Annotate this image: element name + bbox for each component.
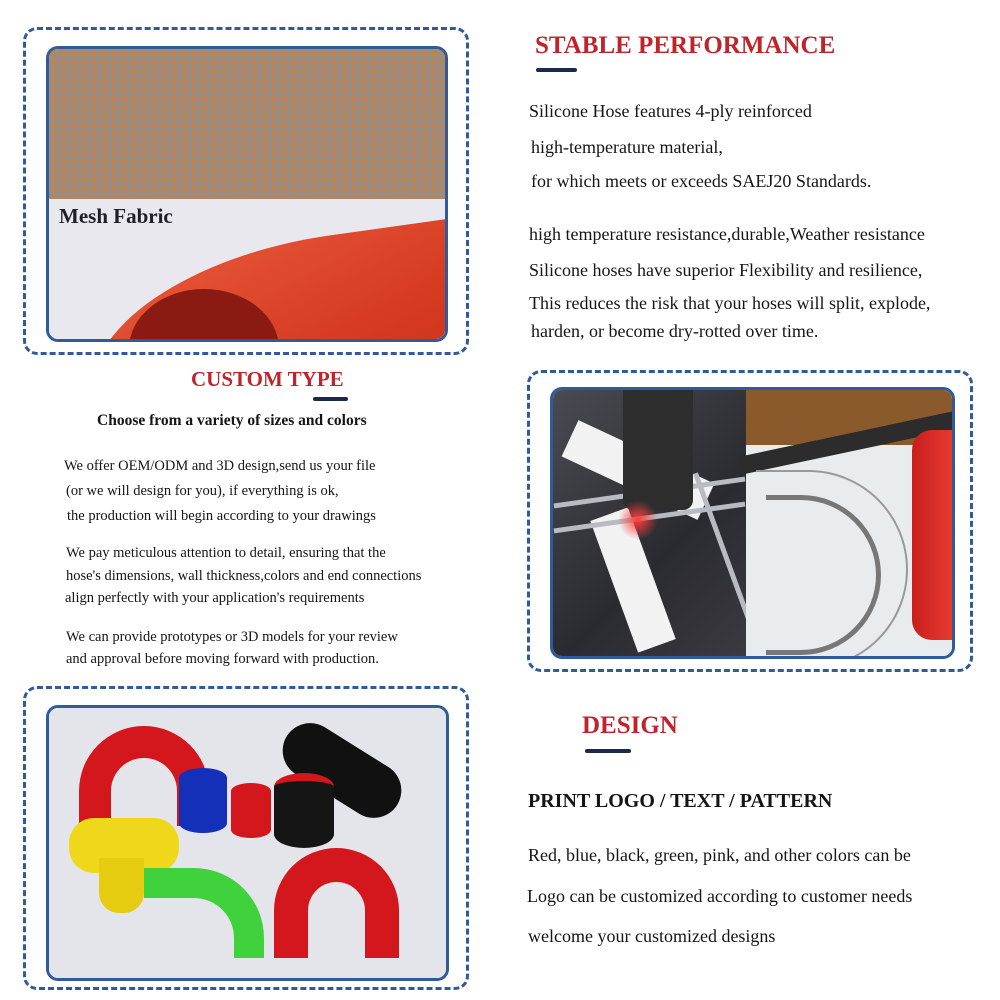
red-coupler-hose [231, 783, 271, 838]
stable-line-3: for which meets or exceeds SAEJ20 Standards. [531, 171, 872, 191]
mesh-texture [49, 49, 445, 199]
mesh-fabric-panel [23, 27, 469, 355]
design-title: DESIGN [582, 712, 678, 739]
black-hump-hose [274, 773, 334, 848]
custom-p1-line-3: the production will begin according to your drawings [67, 508, 376, 524]
title-underline [313, 397, 348, 401]
title-underline [585, 749, 631, 753]
custom-type-subtitle: Choose from a variety of sizes and colors [97, 412, 367, 429]
red-hose-graphic [912, 430, 952, 640]
printer-head [623, 390, 693, 510]
design-line-2: Logo can be customized according to customer needs [527, 886, 913, 906]
hose-assortment-photo [46, 705, 449, 981]
blue-reducer-hose [179, 768, 227, 833]
3d-printer-image [553, 390, 746, 656]
custom-type-title: CUSTOM TYPE [191, 367, 344, 391]
stable-line-1: Silicone Hose features 4-ply reinforced [529, 101, 812, 121]
custom-p2-line-2: hose's dimensions, wall thickness,colors and end connections [66, 568, 422, 584]
design-subtitle: PRINT LOGO / TEXT / PATTERN [528, 790, 833, 812]
custom-p1-line-2: (or we will design for you), if everything is ok, [66, 483, 339, 499]
custom-p2-line-1: We pay meticulous attention to detail, ensuring that the [66, 545, 386, 561]
stable-line-4: high temperature resistance,durable,Weather resistance [529, 224, 925, 244]
technical-drawing-image [746, 390, 952, 656]
mesh-fabric-label: Mesh Fabric [59, 204, 173, 228]
custom-p2-line-3: align perfectly with your application's requirements [65, 590, 365, 606]
custom-p3-line-1: We can provide prototypes or 3D models for your review [66, 629, 398, 645]
stable-line-2: high-temperature material, [531, 137, 723, 157]
printer-drawing-photo [550, 387, 955, 659]
hose-assortment-panel [23, 686, 469, 990]
stable-line-7: harden, or become dry-rotted over time. [531, 321, 819, 341]
design-line-1: Red, blue, black, green, pink, and other colors can be [528, 845, 911, 865]
title-underline [536, 68, 577, 72]
stable-line-6: This reduces the risk that your hoses will split, explode, [529, 293, 931, 313]
custom-p3-line-2: and approval before moving forward with production. [66, 651, 379, 667]
mesh-fabric-photo [46, 46, 448, 342]
design-line-3: welcome your customized designs [528, 926, 776, 946]
stable-line-5: Silicone hoses have superior Flexibility and resilience, [529, 260, 923, 280]
stable-performance-title: STABLE PERFORMANCE [535, 32, 836, 59]
custom-p1-line-1: We offer OEM/ODM and 3D design,send us your file [64, 458, 376, 474]
design-process-panel [527, 370, 973, 672]
